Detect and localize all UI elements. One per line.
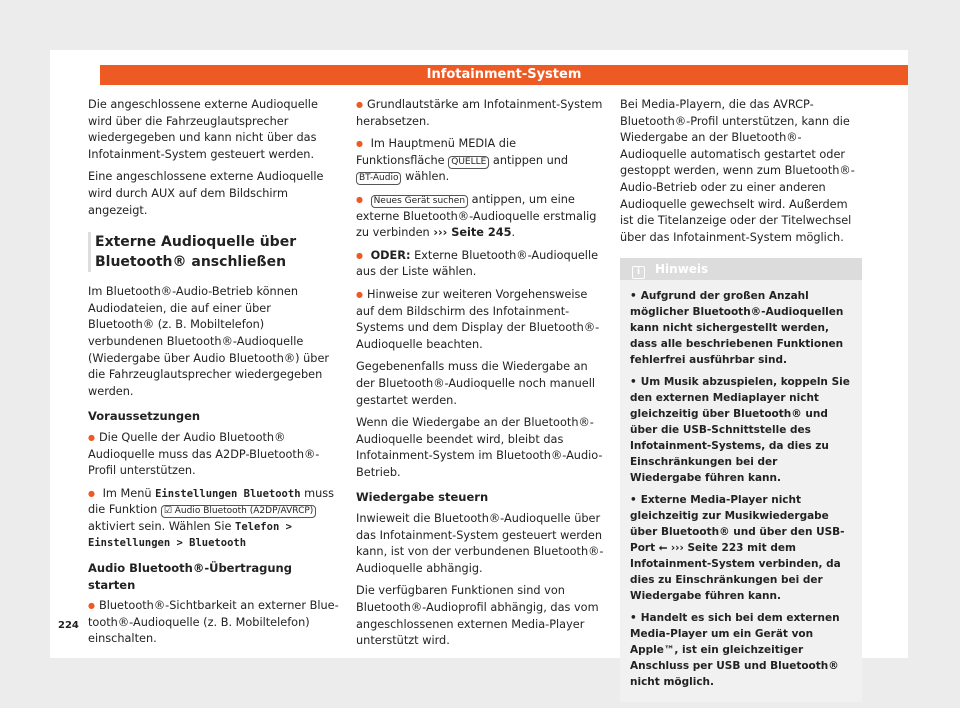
function-button-new-device: Neues Gerät suchen: [371, 195, 468, 208]
bullet-item: ● Im Menü Einstellungen Bluetooth muss die Funktion ☑ Audio Bluetooth (A2DP/AVRCP) aktiviert sein. Wählen Sie Telefon > Einstellungen > Bluetooth: [88, 486, 340, 552]
paragraph: Die angeschlossene externe Audioquelle wird über die Fahrzeuglautsprecher wiedergegeben und kann nicht über das Infotainment-System gesteuert werden.: [88, 98, 318, 161]
subheading-start: Audio Bluetooth®-Übertragung starten: [88, 561, 292, 592]
section-heading: Externe Audioquelle über Bluetooth® anschließen: [88, 232, 340, 272]
paragraph: Bei Media-Playern, die das AVRCP-Bluetooth®-Profil unterstützen, kann die Wiedergabe an der Bluetooth®-Audioquelle automatisch gestartet oder gestoppt werden, wenn zum Bluetooth®-Audio-Betrieb oder zu einer anderen Audioquelle gewechselt wird. Außerdem ist die Titelanzeige oder der Titelwechsel über das Infotainment-System möglich.: [620, 98, 855, 244]
function-button-quelle: QUELLE: [448, 156, 489, 169]
column-1: [88, 97, 340, 654]
paragraph: Eine angeschlossene externe Audioquelle wird durch AUX auf dem Bildschirm angezeigt.: [88, 170, 324, 217]
info-icon: i: [632, 266, 645, 279]
function-button-audio-bluetooth: ☑ Audio Bluetooth (A2DP/AVRCP): [161, 505, 316, 518]
note-item: • Externe Media-Player nicht gleichzeitig zur Musikwiedergabe über Bluetooth® und über den USB-Port ⭠ ››› Seite 223 mit dem Infotainment-System verbinden, da dies zu Einschränkungen bei der Wiedergabe führen kann.: [630, 492, 852, 604]
subheading-control: Wiedergabe steuern: [356, 490, 489, 505]
bullet-item: ● Die Quelle der Audio Bluetooth® Audioquelle muss das A2DP-Bluetooth®-Profil unterstützen.: [88, 430, 340, 480]
bullet-item: ● Bluetooth®-Sichtbarkeit an externer Blue-tooth®-Audioquelle (z. B. Mobiltelefon) einschalten.: [88, 598, 340, 648]
section-header: Infotainment-System: [100, 65, 908, 85]
note-item: • Aufgrund der großen Anzahl möglicher Bluetooth®-Audioquellen kann nicht sichergestellt werden, dass alle beschriebenen Funktionen fehlerfrei ausführbar sind.: [630, 288, 852, 368]
note-item: • Handelt es sich bei dem externen Media-Player um ein Gerät von Apple™, ist ein gleichzeitiger Anschluss per USB und Bluetooth® nicht möglich.: [630, 610, 852, 690]
column-2: [356, 97, 608, 656]
function-button-bt-audio: BT-Audio: [356, 172, 401, 185]
note-header: i Hinweis: [620, 258, 862, 280]
menu-path: Telefon > Einstellungen > Bluetooth: [88, 520, 292, 550]
page-number: 224: [58, 620, 79, 631]
bullet-item: ● Hinweise zur weiteren Vorgehensweise auf dem Bildschirm des Infotainment-Systems und dem Display der Bluetooth®-Audioquelle beachten.: [356, 287, 608, 353]
note-body: [620, 280, 862, 702]
column-3: [620, 97, 862, 702]
paragraph: Inwieweit die Bluetooth®-Audioquelle über das Infotainment-System gesteuert werden kann, ist von der verbundenen Bluetooth®-Audioquelle abhängig.: [356, 512, 604, 575]
bullet-item: ● Grundlautstärke am Infotainment-System herabsetzen.: [356, 97, 608, 130]
paragraph: Die verfügbaren Funktionen sind von Bluetooth®-Audioprofil abhängig, das vom angeschlossenen externen Media-Player unterstützt wird.: [356, 584, 599, 648]
note-item: • Um Musik abzuspielen, koppeln Sie den externen Mediaplayer nicht gleichzeitig über Bluetooth® und über die USB-Schnittstelle des Infotainment-Systems, da dies zu Einschränkungen bei der Wiedergabe führen kann.: [630, 374, 852, 486]
bullet-item: ● Neues Gerät suchen antippen, um eine externe Bluetooth®-Audioquelle erstmalig zu verbinden ››› Seite 245.: [356, 192, 608, 242]
page-reference: ››› Seite 245: [433, 226, 512, 240]
paragraph: Gegebenenfalls muss die Wiedergabe an der Bluetooth®-Audioquelle noch manuell gestartet werden.: [356, 360, 596, 407]
bullet-item: ● ODER: Externe Bluetooth®-Audioquelle aus der Liste wählen.: [356, 248, 608, 281]
subheading-requirements: Voraussetzungen: [88, 409, 201, 424]
paragraph: Im Bluetooth®-Audio-Betrieb können Audiodateien, die auf einer über Bluetooth® (z. B. Mobiltelefon) verbundenen Bluetooth®-Audioquelle (Wiedergabe über Audio Bluetooth®) über die Fahrzeuglautsprecher wiedergegeben werden.: [88, 285, 330, 398]
bullet-item: ● Im Hauptmenü MEDIA die Funktionsfläche QUELLE antippen und BT-Audio wählen.: [356, 136, 608, 186]
note-box: [620, 258, 862, 702]
manual-page: [50, 50, 908, 689]
paragraph: Wenn die Wiedergabe an der Bluetooth®-Audioquelle beendet wird, bleibt das Infotainment-System im Bluetooth®-Audio-Betrieb.: [356, 416, 603, 479]
menu-name: Einstellungen Bluetooth: [155, 487, 301, 500]
